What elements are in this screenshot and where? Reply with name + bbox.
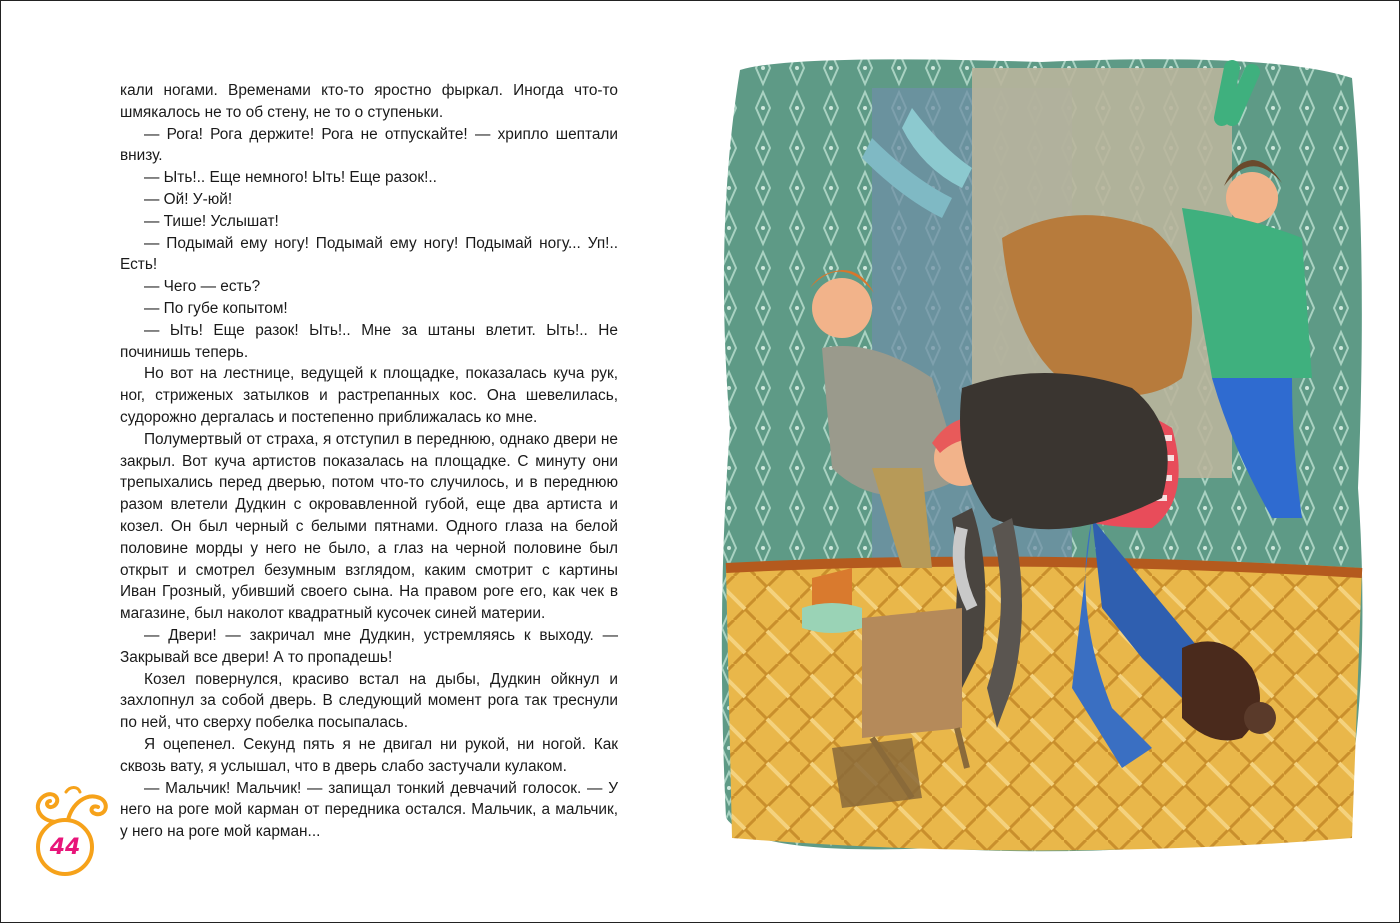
body-text (120, 80, 618, 843)
paragraph: — По губе копытом! (144, 299, 288, 317)
paragraph: — Мальчик! Мальчик! — запищал тонкий девчачий голосок. — У него на роге мой карман от передника остался. Мальчик, а мальчик, у него на роге мой карман... (120, 779, 618, 841)
paragraph: Козел повернулся, красиво встал на дыбы, Дудкин ойкнул и захлопнул за собой дверь. В следующий момент рога так треснули по ней, что сверху побелка посыпалась. (120, 670, 618, 732)
page-number: 44 (49, 834, 81, 860)
paragraph: — Рога! Рога держите! Рога не отпускайте! — хрипло шептали внизу. (120, 125, 618, 165)
paragraph: кали ногами. Временами кто-то яростно фыркал. Иногда что-то шмякалось не то об стену, не то о ступеньки. (120, 82, 618, 121)
paragraph: — Тише! Услышат! (144, 212, 279, 230)
paragraph: — Ыть! Еще разок! Ыть!.. Мне за штаны влетит. Ыть!.. Не починишь теперь. (120, 321, 618, 361)
paragraph: Я оцепенел. Секунд пять я не двигал ни рукой, ни ногой. Как сквозь вату, я услышал, что в дверь слабо застучали кулаком. (120, 735, 618, 775)
paragraph: Полумертвый от страха, я отступил в переднюю, однако двери не закрыл. Вот куча артистов показалась на площадке. С минуту они трепыхались перед дверью, потом что-то случилось, и в переднюю разом влетели Дудкин с окровавленной губой, еще два артиста и козел. Он был черный с белыми пятнами. Одного глаза на белой половине морды у него не было, а глаз на черной половине был открыт и смотрел безумным взглядом, каким смотрит с картины Иван Грозный, убивший своего сына. На правом роге его, как чек в магазине, был наколот квадратный кусочек синей материи. (120, 430, 618, 623)
paragraph: — Ыть!.. Еще немного! Ыть! Еще разок!.. (144, 169, 437, 187)
paragraph: — Чего — есть? (144, 278, 261, 296)
paragraph: Но вот на лестнице, ведущей к площадке, показалась куча рук, ног, стриженых затылков и растрепанных кос. Она шевелилась, судорожно дергалась и постепенно приближалась ко мне. (120, 365, 618, 426)
paragraph: — Подымай ему ногу! Подымай ему ногу! Подымай ногу... Уп!.. Есть! (120, 234, 618, 274)
page-number-ornament (28, 782, 118, 882)
paragraph: — Двери! — закричал мне Дудкин, устремляясь к выходу. — Закрывай все двери! А то пропадешь! (120, 626, 618, 666)
illustration (712, 48, 1372, 866)
page-number-badge (36, 818, 94, 876)
paragraph: — Ой! У-юй! (144, 190, 233, 208)
